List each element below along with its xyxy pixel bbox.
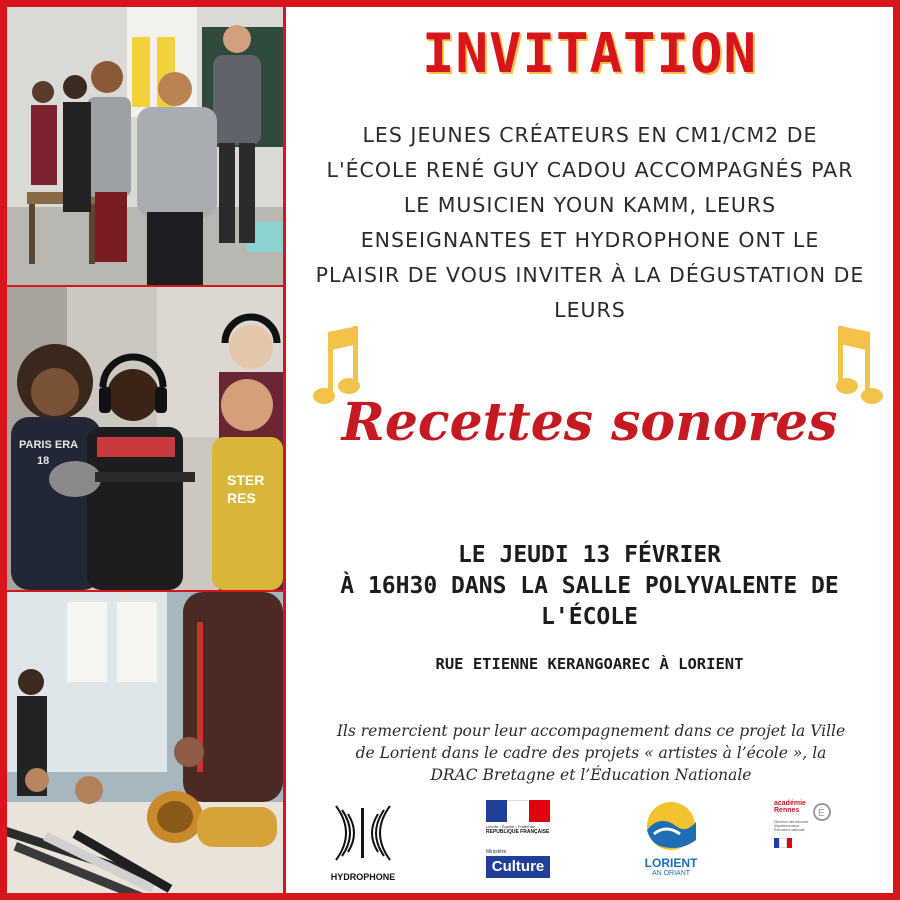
sweater-print-2: RES <box>227 490 256 506</box>
lorient-wave-icon <box>640 800 702 852</box>
rennes-label: Rennes <box>774 807 800 814</box>
academie-sub-1: Direction des services <box>774 820 809 824</box>
thanks-line: Ils remercient pour leur accompagnement dans ce projet la Ville <box>336 722 846 740</box>
culture-label: Culture <box>486 856 550 878</box>
event-name: Recettes sonores <box>341 392 838 453</box>
sweater-print: STER <box>227 472 265 488</box>
date-line: À 16H30 DANS LA SALLE POLYVALENTE DE <box>340 573 839 599</box>
invitation-intro <box>292 118 888 328</box>
hydrophone-logo <box>326 800 400 882</box>
marianne-flag-icon <box>486 800 550 822</box>
intro-line: LEURS <box>554 298 626 322</box>
instruments-scene-illustration <box>7 592 283 893</box>
ministere-label: Ministère <box>486 849 507 855</box>
academie-label: académie <box>774 800 806 807</box>
intro-line: PLAISIR DE VOUS INVITER À LA DÉGUSTATION DE <box>315 263 865 287</box>
shirt-print: PARIS ERA <box>19 439 79 451</box>
instruments-photo <box>7 592 283 893</box>
event-date <box>286 540 893 633</box>
republique-motto: Liberté • Égalité • Fraternité <box>486 824 535 829</box>
acknowledgements <box>292 720 890 786</box>
republique-label: RÉPUBLIQUE FRANÇAISE <box>486 829 550 835</box>
intro-line: ENSEIGNANTES ET HYDROPHONE ONT LE <box>360 228 820 252</box>
date-line: L'ÉCOLE <box>541 604 638 630</box>
lorient-logo <box>640 800 702 884</box>
event-address: RUE ETIENNE KERANGOAREC À LORIENT <box>435 655 744 673</box>
hydrophone-label: HYDROPHONE <box>330 872 396 882</box>
lorient-label: LORIENT <box>644 856 698 870</box>
education-e-icon <box>812 802 832 822</box>
svg-text:É: É <box>818 808 825 819</box>
academie-rennes-logo <box>774 800 836 884</box>
lorient-breton-label: AN ORIANT <box>651 870 691 877</box>
thanks-line: de Lorient dans le cadre des projets « artistes à l’école », la <box>355 744 827 762</box>
headphones-photo <box>7 287 283 590</box>
french-flag-icon <box>774 838 792 848</box>
invitation-title: INVITATION <box>421 22 758 85</box>
intro-line: L'ÉCOLE RENÉ GUY CADOU ACCOMPAGNÉS PAR <box>326 158 854 182</box>
intro-line: LES JEUNES CRÉATEURS EN CM1/CM2 DE <box>362 123 818 147</box>
shirt-number: 18 <box>37 455 50 467</box>
academie-sub-2: départementaux <box>774 824 800 828</box>
academie-sub-3: Éducation nationale <box>774 828 805 832</box>
date-line: LE JEUDI 13 FÉVRIER <box>457 542 722 568</box>
classroom-photo <box>7 7 283 285</box>
ministere-culture-logo <box>486 800 550 884</box>
classroom-scene-illustration <box>7 7 283 285</box>
intro-line: LE MUSICIEN YOUN KAMM, LEURS <box>403 193 777 217</box>
hydrophone-mark-icon <box>326 800 400 866</box>
thanks-line: DRAC Bretagne et l’Éducation Nationale <box>430 766 752 784</box>
